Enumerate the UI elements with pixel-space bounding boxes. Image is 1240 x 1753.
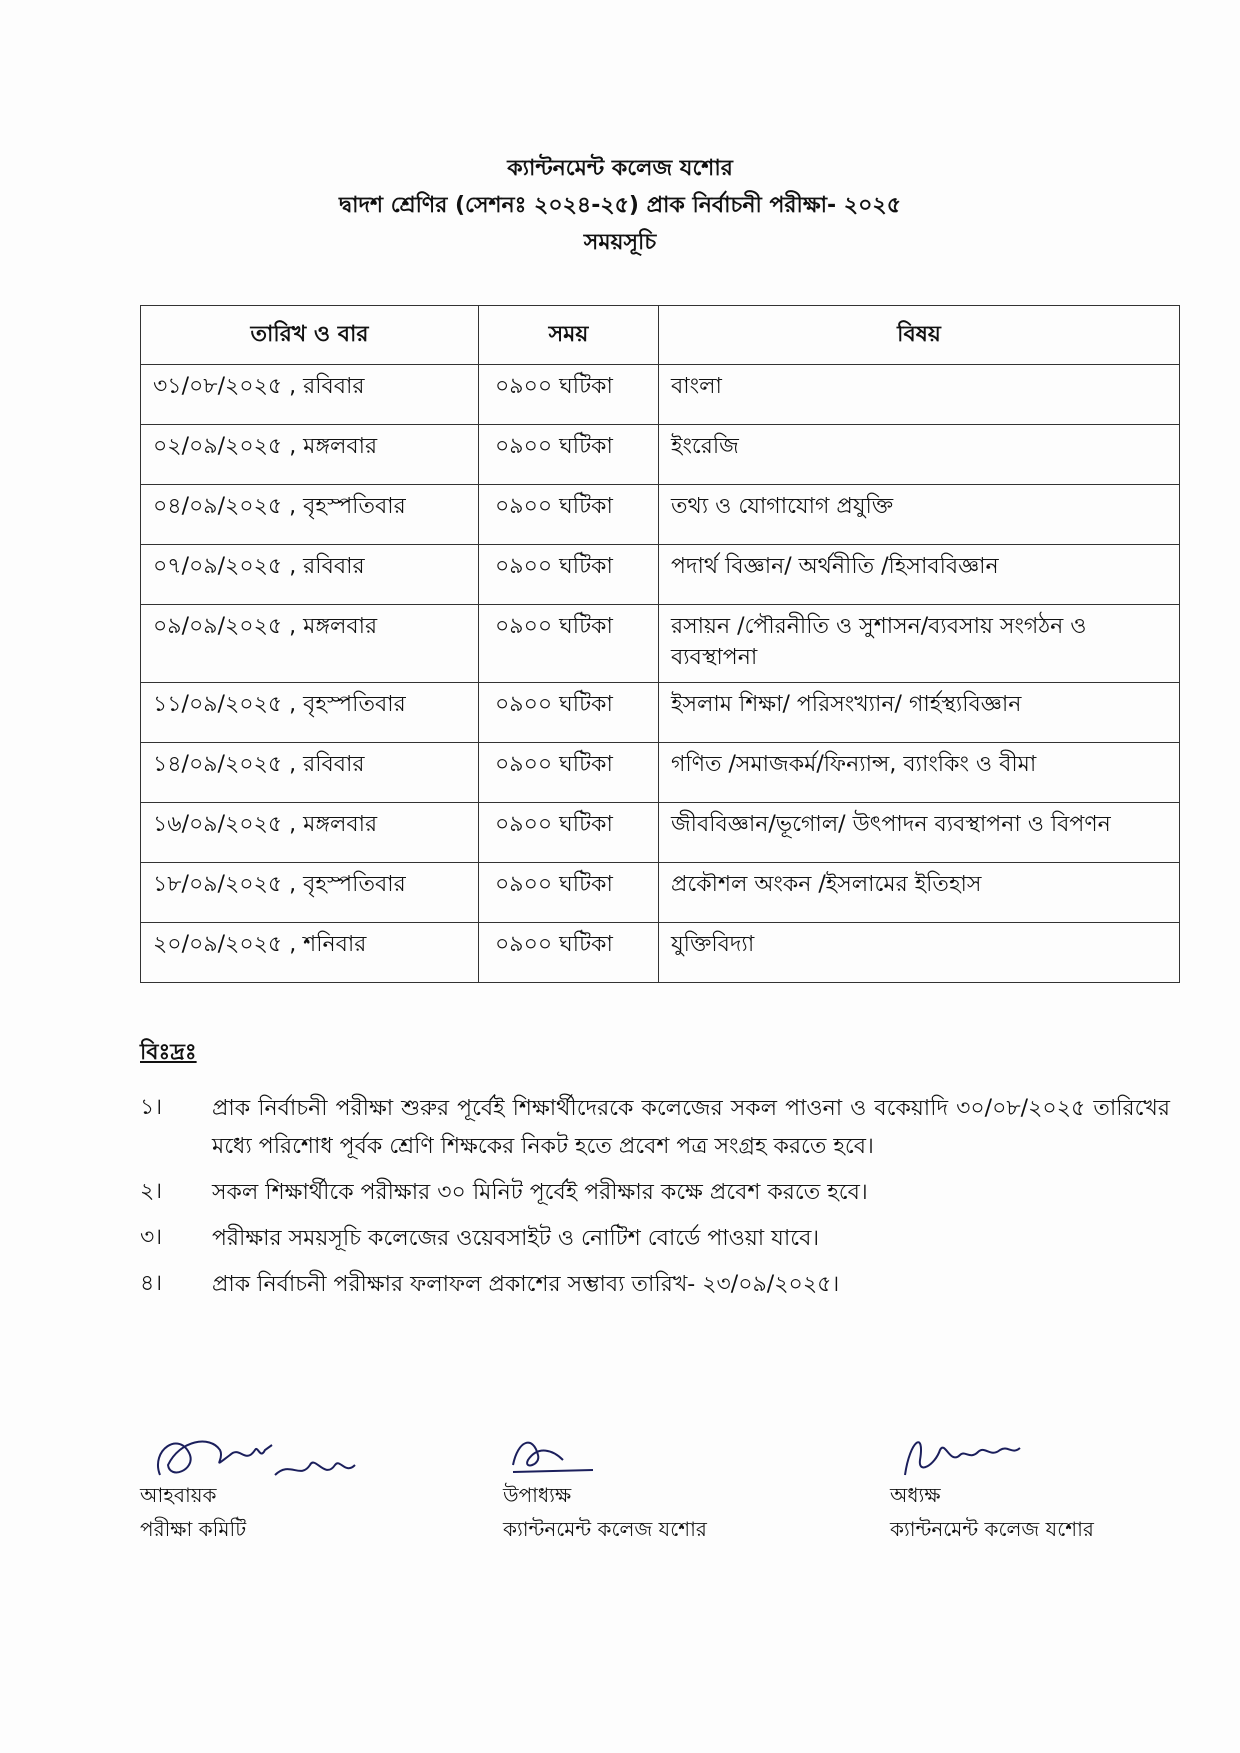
- time-cell: ০৯০০ ঘটিকা: [479, 743, 659, 803]
- notes-list: [140, 1090, 1170, 1312]
- table-row: [141, 545, 1180, 605]
- time-cell: ০৯০০ ঘটিকা: [479, 683, 659, 743]
- time-cell: ০৯০০ ঘটিকা: [479, 365, 659, 425]
- subject-cell: গণিত /সমাজকর্ম/ফিন্যান্স, ব্যাংকিং ও বীমা: [659, 743, 1180, 803]
- date-cell: ১১/০৯/২০২৫ , বৃহস্পতিবার: [141, 683, 479, 743]
- signer-unit: ক্যান্টনমেন্ট কলেজ যশোর: [503, 1517, 707, 1541]
- signer-unit: পরীক্ষা কমিটি: [140, 1517, 247, 1541]
- date-cell: ১৮/০৯/২০২৫ , বৃহস্পতিবার: [141, 863, 479, 923]
- note-text: প্রাক নির্বাচনী পরীক্ষা শুরুর পূর্বেই শিক্ষার্থীদেরকে কলেজের সকল পাওনা ও বকেয়াদি ৩০/০৮/২০২৫ তারিখের মধ্যে পরিশোধ পূর্বক শ্রেণি শিক্ষকের নিকট হতে প্রবেশ পত্র সংগ্রহ করতে হবে।: [212, 1096, 1170, 1159]
- column-header-date: তারিখ ও বার: [141, 306, 479, 365]
- list-item: [140, 1220, 1170, 1258]
- note-number: ৩।: [140, 1225, 163, 1250]
- time-cell: ০৯০০ ঘটিকা: [479, 923, 659, 983]
- signature-block-principal: [890, 1420, 1150, 1550]
- table-row: [141, 743, 1180, 803]
- subject-cell: জীববিজ্ঞান/ভূগোল/ উৎপাদন ব্যবস্থাপনা ও বিপণন: [659, 803, 1180, 863]
- table-row: [141, 923, 1180, 983]
- table-header-row: [141, 306, 1180, 365]
- note-text: পরীক্ষার সময়সূচি কলেজের ওয়েবসাইট ও নোটিশ বোর্ডে পাওয়া যাবে।: [212, 1226, 820, 1251]
- note-number: ১।: [140, 1095, 163, 1120]
- date-cell: ০৭/০৯/২০২৫ , রবিবার: [141, 545, 479, 605]
- date-cell: ২০/০৯/২০২৫ , শনিবার: [141, 923, 479, 983]
- date-cell: ০৪/০৯/২০২৫ , বৃহস্পতিবার: [141, 485, 479, 545]
- time-cell: ০৯০০ ঘটিকা: [479, 803, 659, 863]
- subject-cell: ইংরেজি: [659, 425, 1180, 485]
- table-row: [141, 485, 1180, 545]
- note-text: সকল শিক্ষার্থীকে পরীক্ষার ৩০ মিনিট পূর্বেই পরীক্ষার কক্ষে প্রবেশ করতে হবে।: [212, 1180, 868, 1205]
- notes-heading: বিঃদ্রঃ: [140, 1040, 197, 1065]
- institution-name: ক্যান্টনমেন্ট কলেজ যশোর: [507, 156, 733, 181]
- date-cell: ১৬/০৯/২০২৫ , মঙ্গলবার: [141, 803, 479, 863]
- subject-cell: ইসলাম শিক্ষা/ পরিসংখ্যান/ গার্হস্থ্যবিজ্ঞান: [659, 683, 1180, 743]
- column-header-subject: বিষয়: [659, 306, 1180, 365]
- date-cell: ০৯/০৯/২০২৫ , মঙ্গলবার: [141, 605, 479, 683]
- time-cell: ০৯০০ ঘটিকা: [479, 545, 659, 605]
- table-row: [141, 365, 1180, 425]
- time-cell: ০৯০০ ঘটিকা: [479, 425, 659, 485]
- date-cell: ৩১/০৮/২০২৫ , রবিবার: [141, 365, 479, 425]
- signature-block-vice-principal: [503, 1420, 763, 1550]
- list-item: [140, 1174, 1170, 1212]
- list-item: [140, 1266, 1170, 1304]
- table-row: [141, 803, 1180, 863]
- subject-cell: বাংলা: [659, 365, 1180, 425]
- note-number: ২।: [140, 1179, 163, 1204]
- signer-role: উপাধ্যক্ষ: [503, 1483, 572, 1507]
- signer-role: অধ্যক্ষ: [890, 1483, 941, 1507]
- column-header-time: সময়: [479, 306, 659, 365]
- subject-cell: প্রকৌশল অংকন /ইসলামের ইতিহাস: [659, 863, 1180, 923]
- subject-cell: রসায়ন /পৌরনীতি ও সুশাসন/ব্যবসায় সংগঠন ও ব্যবস্থাপনা: [659, 605, 1180, 683]
- subject-cell: পদার্থ বিজ্ঞান/ অর্থনীতি /হিসাববিজ্ঞান: [659, 545, 1180, 605]
- table-row: [141, 863, 1180, 923]
- subject-cell: তথ্য ও যোগাযোগ প্রযুক্তি: [659, 485, 1180, 545]
- subject-cell: যুক্তিবিদ্যা: [659, 923, 1180, 983]
- list-item: [140, 1090, 1170, 1166]
- signer-unit: ক্যান্টনমেন্ট কলেজ যশোর: [890, 1517, 1094, 1541]
- note-number: ৪।: [140, 1271, 163, 1296]
- table-row: [141, 425, 1180, 485]
- note-text: প্রাক নির্বাচনী পরীক্ষার ফলাফল প্রকাশের সম্ভাব্য তারিখ- ২৩/০৯/২০২৫।: [212, 1272, 840, 1297]
- signature-block-convener: [140, 1420, 370, 1550]
- table-row: [141, 605, 1180, 683]
- table-row: [141, 683, 1180, 743]
- signer-role: আহবায়ক: [140, 1483, 217, 1507]
- time-cell: ০৯০০ ঘটিকা: [479, 863, 659, 923]
- date-cell: ১৪/০৯/২০২৫ , রবিবার: [141, 743, 479, 803]
- time-cell: ০৯০০ ঘটিকা: [479, 485, 659, 545]
- exam-title: দ্বাদশ শ্রেণির (সেশনঃ ২০২৪-২৫) প্রাক নির্বাচনী পরীক্ষা- ২০২৫: [339, 193, 901, 218]
- time-cell: ০৯০০ ঘটিকা: [479, 605, 659, 683]
- date-cell: ০২/০৯/২০২৫ , মঙ্গলবার: [141, 425, 479, 485]
- document-title: সময়সূচি: [583, 230, 657, 255]
- document-header: [0, 150, 1240, 261]
- exam-schedule-table: [140, 305, 1180, 983]
